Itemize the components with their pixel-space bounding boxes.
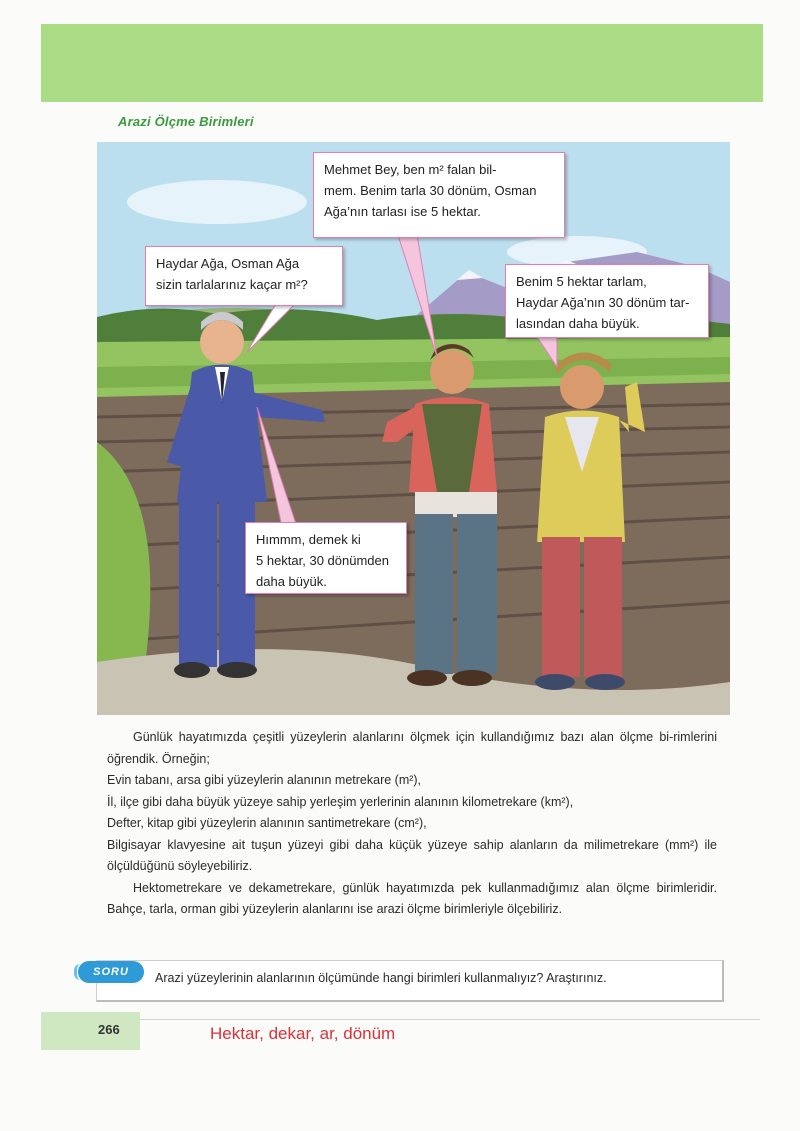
footer-divider [140,1019,760,1020]
paragraph-metrekare: Evin tabanı, arsa gibi yüzeylerin alanının metrekare (m²), [107,773,422,787]
speech-bubble-osman: Benim 5 hektar tarlam, Haydar Ağa’nın 30 dönüm tar- lasından daha büyük. [505,264,709,338]
body-text [107,727,717,921]
handwritten-note: Hektar, dekar, ar, dönüm [210,1024,396,1043]
paragraph-santimetrekare: Defter, kitap gibi yüzeylerin alanının santimetrekare (cm²), [107,816,427,830]
illustration-scene [97,142,730,715]
page-number-box [41,1012,140,1050]
speech-bubble-hmm: Hımmm, demek ki 5 hektar, 30 dönümden daha büyük. [245,522,407,594]
question-text: Arazi yüzeylerinin alanlarının ölçümünde hangi birimleri kullanmalıyız? Araştırınız. [155,971,607,985]
top-color-band [41,24,763,102]
speech-bubble-mehmet: Mehmet Bey, ben m² falan bil- mem. Benim tarla 30 dönüm, Osman Ağa’nın tarlası ise 5 hektar. [313,152,565,238]
speech-bubble-question: Haydar Ağa, Osman Ağa sizin tarlalarınız kaçar m²? [145,246,343,306]
soru-badge: SORU [78,961,144,983]
paragraph-intro: Günlük hayatımızda çeşitli yüzeylerin alanlarını ölçmek için kullandığımız bazı alan ölçme bi-rimlerini öğrendik. Örneğin; [107,730,717,766]
page-number: 266 [98,1022,120,1037]
paragraph-arazi: Hektometrekare ve dekametrekare, günlük hayatımızda pek kullanmadığımız alan ölçme birimleridir. Bahçe, tarla, orman gibi yüzeylerin alanlarını ise arazi ölçme birimleriyle ölçebiliriz. [107,880,717,916]
section-title: Arazi Ölçme Birimleri [118,114,254,129]
paragraph-kilometrekare: İl, ilçe gibi daha büyük yüzeye sahip yerleşim yerlerinin alanının kilometrekare (km²), [107,794,574,809]
paragraph-milimetrekare: Bilgisayar klavyesine ait tuşun yüzeyi gibi daha küçük yüzeye sahip alanların da milimetrekare (mm²) ile ölçüldüğünü söyleyebiliriz. [107,837,717,873]
